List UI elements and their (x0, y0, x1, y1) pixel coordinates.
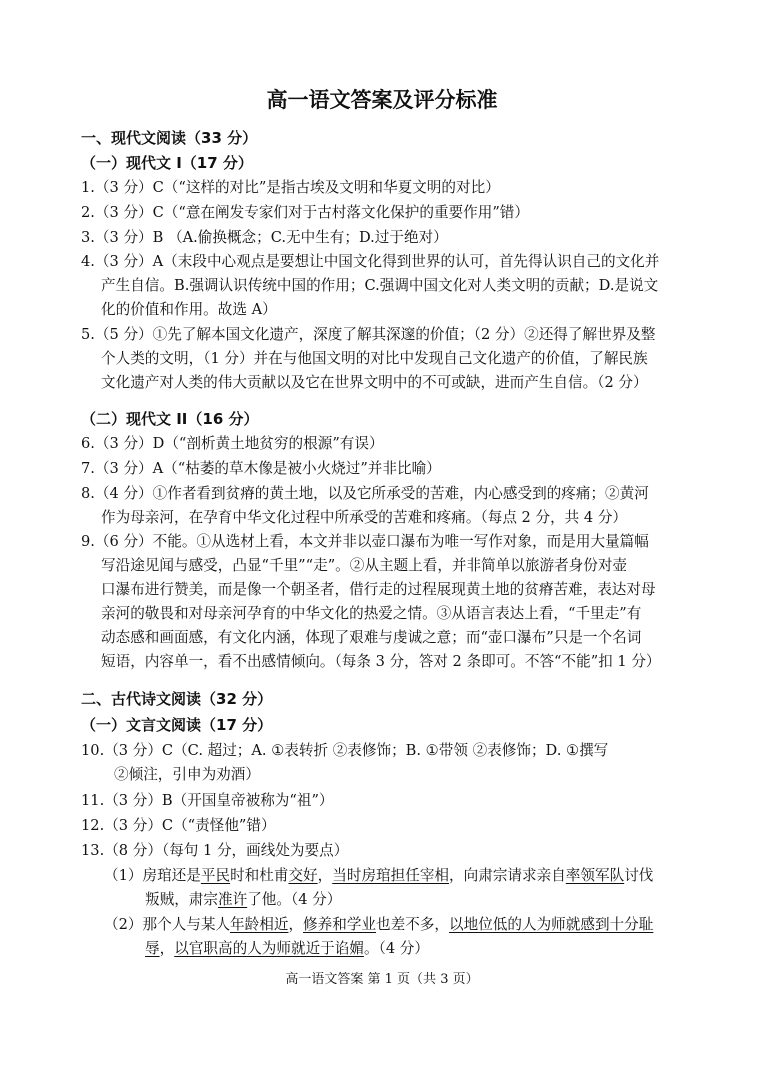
section-heading: 二、古代诗文阅读（32 分） (81, 690, 273, 708)
answer-line: 5.（5 分）①先了解本国文化遗产，深度了解其深邃的价值；（2 分）②还得了解世界及整 (81, 326, 656, 343)
answer-line: 文化遗产对人类的伟大贡献以及它在世界文明中的不可或缺，进而产生自信。（2 分） (101, 374, 648, 391)
page-footer: 高一语文答案 第 1 页（共 3 页） (285, 972, 479, 987)
underlined-keypoint: 交好 (288, 867, 318, 884)
answer-line: 2.（3 分）C（“意在阐发专家们对于古村落文化保护的重要作用”错） (81, 204, 529, 221)
underlined-keypoint: 准许 (217, 891, 248, 908)
page-title: 高一语文答案及评分标准 (266, 88, 498, 112)
answer-line: 个人类的文明，（1 分）并在与他国文明的对比中发现自己文化遗产的价值，了解民族 (101, 350, 648, 367)
subsection-heading: （一）现代文 I（17 分） (81, 154, 253, 172)
answer-line: 8.（4 分）①作者看到贫瘠的黄土地，以及它所承受的苦难，内心感受到的疼痛；②黄河 (81, 485, 649, 502)
text-segment: ， (159, 940, 175, 957)
answer-line: 作为母亲河，在孕育中华文化过程中所承受的苦难和疼痛。（每点 2 分，共 4 分） (101, 509, 628, 526)
underlined-keypoint: 以官职高的人为师就近于谄媚 (174, 940, 364, 957)
answer-line: 12.（3 分）C（“责怪他”错） (81, 817, 276, 834)
answer-line: 9.（6 分）不能。①从选材上看，本文并非以壶口瀑布为唯一写作对象，而是用大量篇幅 (81, 533, 649, 550)
answer-line: 11.（3 分）B（开国皇帝被称为“祖”） (81, 792, 334, 809)
underlined-keypoint: 当时房琯担任宰相 (332, 867, 450, 884)
answer-line: 4.（3 分）A（末段中心观点是要想让中国文化得到世界的认可，首先得认识自己的文化并 (81, 253, 660, 270)
text-segment: 。（4 分） (363, 940, 429, 957)
text-segment: 时和杜甫 (230, 867, 289, 884)
translation-line (104, 915, 653, 939)
underlined-keypoint: 平民 (200, 867, 231, 884)
answer-line: 写沿途见闻与感受，凸显“千里”“走”。②从主题上看，并非简单以旅游者身份对壶 (101, 557, 628, 574)
section-heading: 一、现代文阅读（33 分） (81, 129, 258, 147)
translation-line (104, 866, 653, 890)
text-segment: 叛贼，肃宗 (145, 891, 218, 908)
answer-line: 3.（3 分）B （A.偷换概念；C.无中生有；D.过于绝对） (81, 229, 448, 246)
answer-line: 亲河的敬畏和对母亲河孕育的中华文化的热爱之情。③从语言表达上看，“千里走”有 (101, 605, 642, 622)
translation-line (145, 890, 341, 914)
text-segment: 也差不多， (376, 916, 450, 933)
answer-line: 口瀑布进行赞美，而是像一个朝圣者，借行走的过程展现黄土地的贫瘠苦难，表达对母 (101, 581, 656, 598)
answer-line: 1.（3 分）C（“这样的对比”是指古埃及文明和华夏文明的对比） (81, 179, 500, 196)
underlined-keypoint: 以地位低的人为师就感到十分耻 (449, 916, 654, 933)
subsection-heading: （一）文言文阅读（17 分） (81, 716, 273, 734)
text-segment: ，向肃宗请求亲自 (449, 867, 566, 884)
text-segment: （1）房琯还是 (104, 867, 201, 884)
underlined-keypoint: 年龄相近 (230, 916, 289, 933)
answer-line: 动态感和画面感，有文化内涵，体现了艰难与虔诚之意；而“壶口瀑布”只是一个名词 (101, 629, 642, 646)
answer-line: 短语，内容单一，看不出感情倾向。（每条 3 分，答对 2 条即可。不答“不能”扣 1 分） (101, 653, 661, 670)
underlined-keypoint: 辱 (145, 940, 160, 957)
underlined-keypoint: 率领军队 (565, 867, 625, 884)
answer-line: 10.（3 分）C（C. 超过；A. ①表转折 ②表修饰；B. ①带领 ②表修饰；D. ①撰写 (81, 742, 609, 759)
answer-line: 6.（3 分）D（“剖析黄土地贫穷的根源”有误） (81, 435, 384, 452)
text-segment: ， (288, 916, 304, 933)
subsection-heading: （二）现代文 II（16 分） (81, 410, 259, 428)
answer-line: 化的价值和作用。故选 A） (101, 301, 277, 318)
text-segment: ， (317, 867, 333, 884)
text-segment: 了他。（4 分） (247, 891, 342, 908)
answer-line: ②倾注，引申为劝酒） (114, 766, 260, 783)
answer-line: 13.（8 分）（每句 1 分，画线处为要点） (81, 842, 349, 859)
answer-line: 产生自信。B.强调认识传统中国的作用；C.强调中国文化对人类文明的贡献；D.是说文 (101, 277, 659, 294)
underlined-keypoint: 修养和学业 (303, 916, 377, 933)
translation-line (145, 939, 429, 963)
text-segment: （2）那个人与某人 (104, 916, 231, 933)
text-segment: 讨伐 (624, 867, 654, 884)
answer-line: 7.（3 分）A（“枯萎的草木像是被小火烧过”并非比喻） (81, 460, 441, 477)
